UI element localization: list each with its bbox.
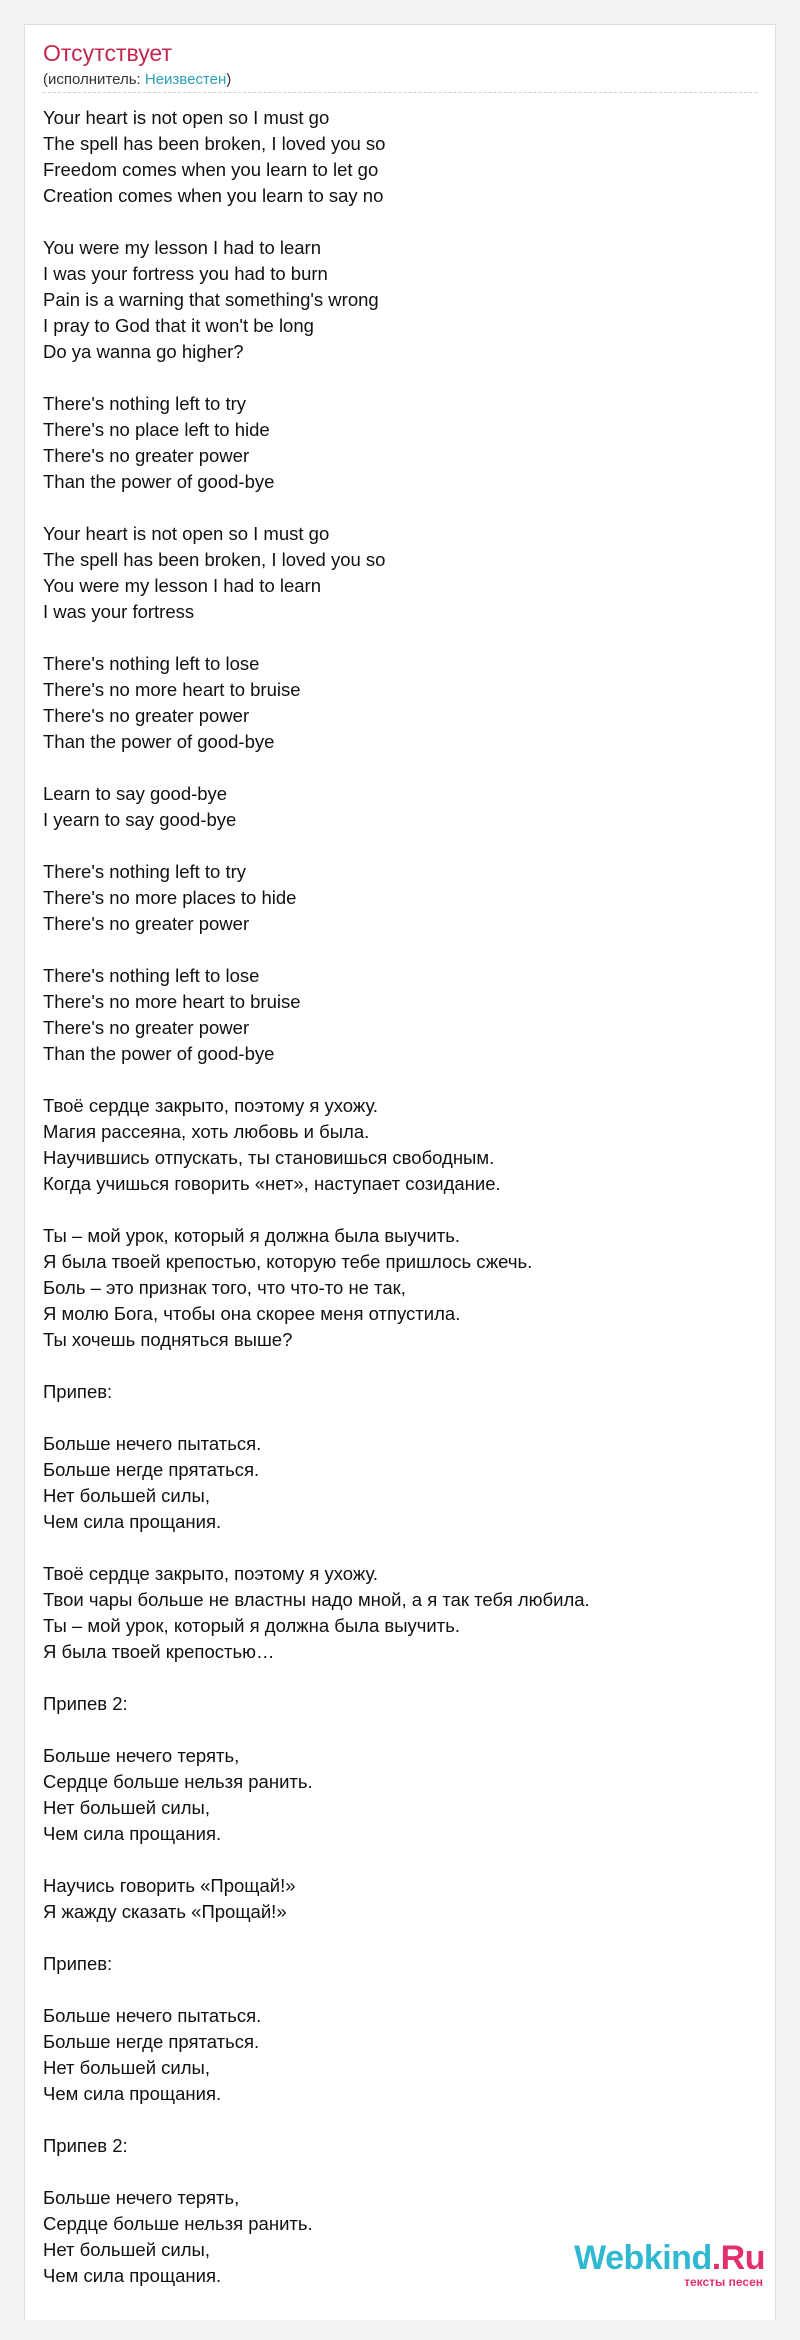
lyric-line: Магия рассеяна, хоть любовь и была. xyxy=(43,1121,370,1142)
lyric-line: There's no more heart to bruise xyxy=(43,991,301,1012)
header-divider xyxy=(43,92,757,93)
lyric-line: Чем сила прощания. xyxy=(43,2083,222,2104)
lyric-line: There's no greater power xyxy=(43,445,250,466)
lyric-line: Больше нечего терять, xyxy=(43,1745,240,1766)
lyric-line: I yearn to say good-bye xyxy=(43,809,237,830)
lyric-line: Больше нечего пытаться. xyxy=(43,2005,262,2026)
lyric-line: Сердце больше нельзя ранить. xyxy=(43,2213,313,2234)
lyric-line: Than the power of good-bye xyxy=(43,731,275,752)
webkind-logo[interactable] xyxy=(565,2240,765,2292)
lyric-line: The spell has been broken, I loved you so xyxy=(43,549,386,570)
lyric-line xyxy=(43,1925,743,1951)
lyric-line: There's no more places to hide xyxy=(43,887,297,908)
lyric-line xyxy=(43,1353,743,1379)
lyric-line: Твоё сердце закрыто, поэтому я ухожу. xyxy=(43,1095,378,1116)
lyric-line: There's no greater power xyxy=(43,913,250,934)
lyric-line: Когда учишься говорить «нет», наступает созидание. xyxy=(43,1173,501,1194)
lyric-line: I pray to God that it won't be long xyxy=(43,315,314,336)
lyric-line: Сердце больше нельзя ранить. xyxy=(43,1771,313,1792)
lyric-line: Твои чары больше не властны надо мной, а я так тебя любила. xyxy=(43,1589,590,1610)
lyric-line: Freedom comes when you learn to let go xyxy=(43,159,379,180)
logo-main-text: Webkind xyxy=(574,2239,712,2277)
lyric-line: Do ya wanna go higher? xyxy=(43,341,244,362)
logo-tld: .Ru xyxy=(711,2239,765,2277)
lyric-line: Learn to say good-bye xyxy=(43,783,228,804)
lyric-line xyxy=(43,1977,743,2003)
lyric-line xyxy=(43,365,743,391)
lyric-line: Я была твоей крепостью, которую тебе пришлось сжечь. xyxy=(43,1251,533,1272)
lyric-line: There's no place left to hide xyxy=(43,419,270,440)
lyric-line xyxy=(43,1717,743,1743)
lyric-line: There's no greater power xyxy=(43,1017,250,1038)
lyrics-text xyxy=(43,105,743,2289)
lyric-line: Научись говорить «Прощай!» xyxy=(43,1875,296,1896)
lyric-line xyxy=(43,755,743,781)
lyric-line: There's nothing left to lose xyxy=(43,965,260,986)
lyric-line: Ты хочешь подняться выше? xyxy=(43,1329,293,1350)
lyric-line xyxy=(43,209,743,235)
lyric-line: Нет большей силы, xyxy=(43,1485,210,1506)
lyric-line: Больше нечего пытаться. xyxy=(43,1433,262,1454)
lyric-line: Я была твоей крепостью… xyxy=(43,1641,275,1662)
lyric-line: Научившись отпускать, ты становишься свободным. xyxy=(43,1147,495,1168)
lyric-line: You were my lesson I had to learn xyxy=(43,575,322,596)
lyric-line: There's nothing left to try xyxy=(43,393,247,414)
lyric-line: There's no greater power xyxy=(43,705,250,726)
lyric-line: Больше нечего терять, xyxy=(43,2187,240,2208)
lyric-line: Чем сила прощания. xyxy=(43,1511,222,1532)
lyric-line xyxy=(43,1847,743,1873)
lyrics-card xyxy=(24,24,776,2320)
lyric-line: Припев: xyxy=(43,1381,113,1402)
lyric-line: Нет большей силы, xyxy=(43,2239,210,2260)
lyric-line: Creation comes when you learn to say no xyxy=(43,185,384,206)
lyric-line: Чем сила прощания. xyxy=(43,1823,222,1844)
lyric-line xyxy=(43,1665,743,1691)
artist-prefix: (исполнитель: xyxy=(43,71,145,88)
lyric-line: Than the power of good-bye xyxy=(43,1043,275,1064)
lyric-line xyxy=(43,833,743,859)
lyric-line: Нет большей силы, xyxy=(43,1797,210,1818)
lyric-line: There's nothing left to lose xyxy=(43,653,260,674)
lyric-line: Your heart is not open so I must go xyxy=(43,107,330,128)
lyric-line: Your heart is not open so I must go xyxy=(43,523,330,544)
lyric-line: Ты – мой урок, который я должна была выучить. xyxy=(43,1225,460,1246)
artist-line xyxy=(43,71,231,89)
lyric-line: Я жажду сказать «Прощай!» xyxy=(43,1901,287,1922)
lyric-line xyxy=(43,1197,743,1223)
lyric-line: Припев 2: xyxy=(43,1693,128,1714)
lyric-line: You were my lesson I had to learn xyxy=(43,237,322,258)
lyric-line: There's no more heart to bruise xyxy=(43,679,301,700)
lyric-line: There's nothing left to try xyxy=(43,861,247,882)
lyric-line xyxy=(43,495,743,521)
logo-wordmark xyxy=(565,2240,765,2276)
lyric-line: Твоё сердце закрыто, поэтому я ухожу. xyxy=(43,1563,378,1584)
lyric-line xyxy=(43,1067,743,1093)
lyric-line xyxy=(43,1405,743,1431)
lyric-line xyxy=(43,2159,743,2185)
lyric-line: Pain is a warning that something's wrong xyxy=(43,289,379,310)
lyric-line: Я молю Бога, чтобы она скорее меня отпустила. xyxy=(43,1303,461,1324)
lyric-line xyxy=(43,625,743,651)
artist-link[interactable]: Неизвестен xyxy=(144,71,227,88)
lyric-line: Припев: xyxy=(43,1953,113,1974)
lyric-line: The spell has been broken, I loved you so xyxy=(43,133,386,154)
lyric-line xyxy=(43,2107,743,2133)
lyric-line: Больше негде прятаться. xyxy=(43,2031,260,2052)
lyric-line xyxy=(43,1535,743,1561)
lyric-line: Нет большей силы, xyxy=(43,2057,210,2078)
lyric-line: Ты – мой урок, который я должна была выучить. xyxy=(43,1615,460,1636)
lyric-line: Боль – это признак того, что что-то не так, xyxy=(43,1277,406,1298)
lyric-line: Больше негде прятаться. xyxy=(43,1459,260,1480)
lyric-line: Чем сила прощания. xyxy=(43,2265,222,2286)
lyric-line: I was your fortress you had to burn xyxy=(43,263,328,284)
lyric-line: Than the power of good-bye xyxy=(43,471,275,492)
artist-suffix: ) xyxy=(226,71,232,88)
song-title: Отсутствует xyxy=(43,40,172,66)
lyric-line: I was your fortress xyxy=(43,601,195,622)
lyric-line xyxy=(43,937,743,963)
lyric-line: Припев 2: xyxy=(43,2135,128,2156)
logo-tagline: тексты песен xyxy=(684,2275,763,2289)
